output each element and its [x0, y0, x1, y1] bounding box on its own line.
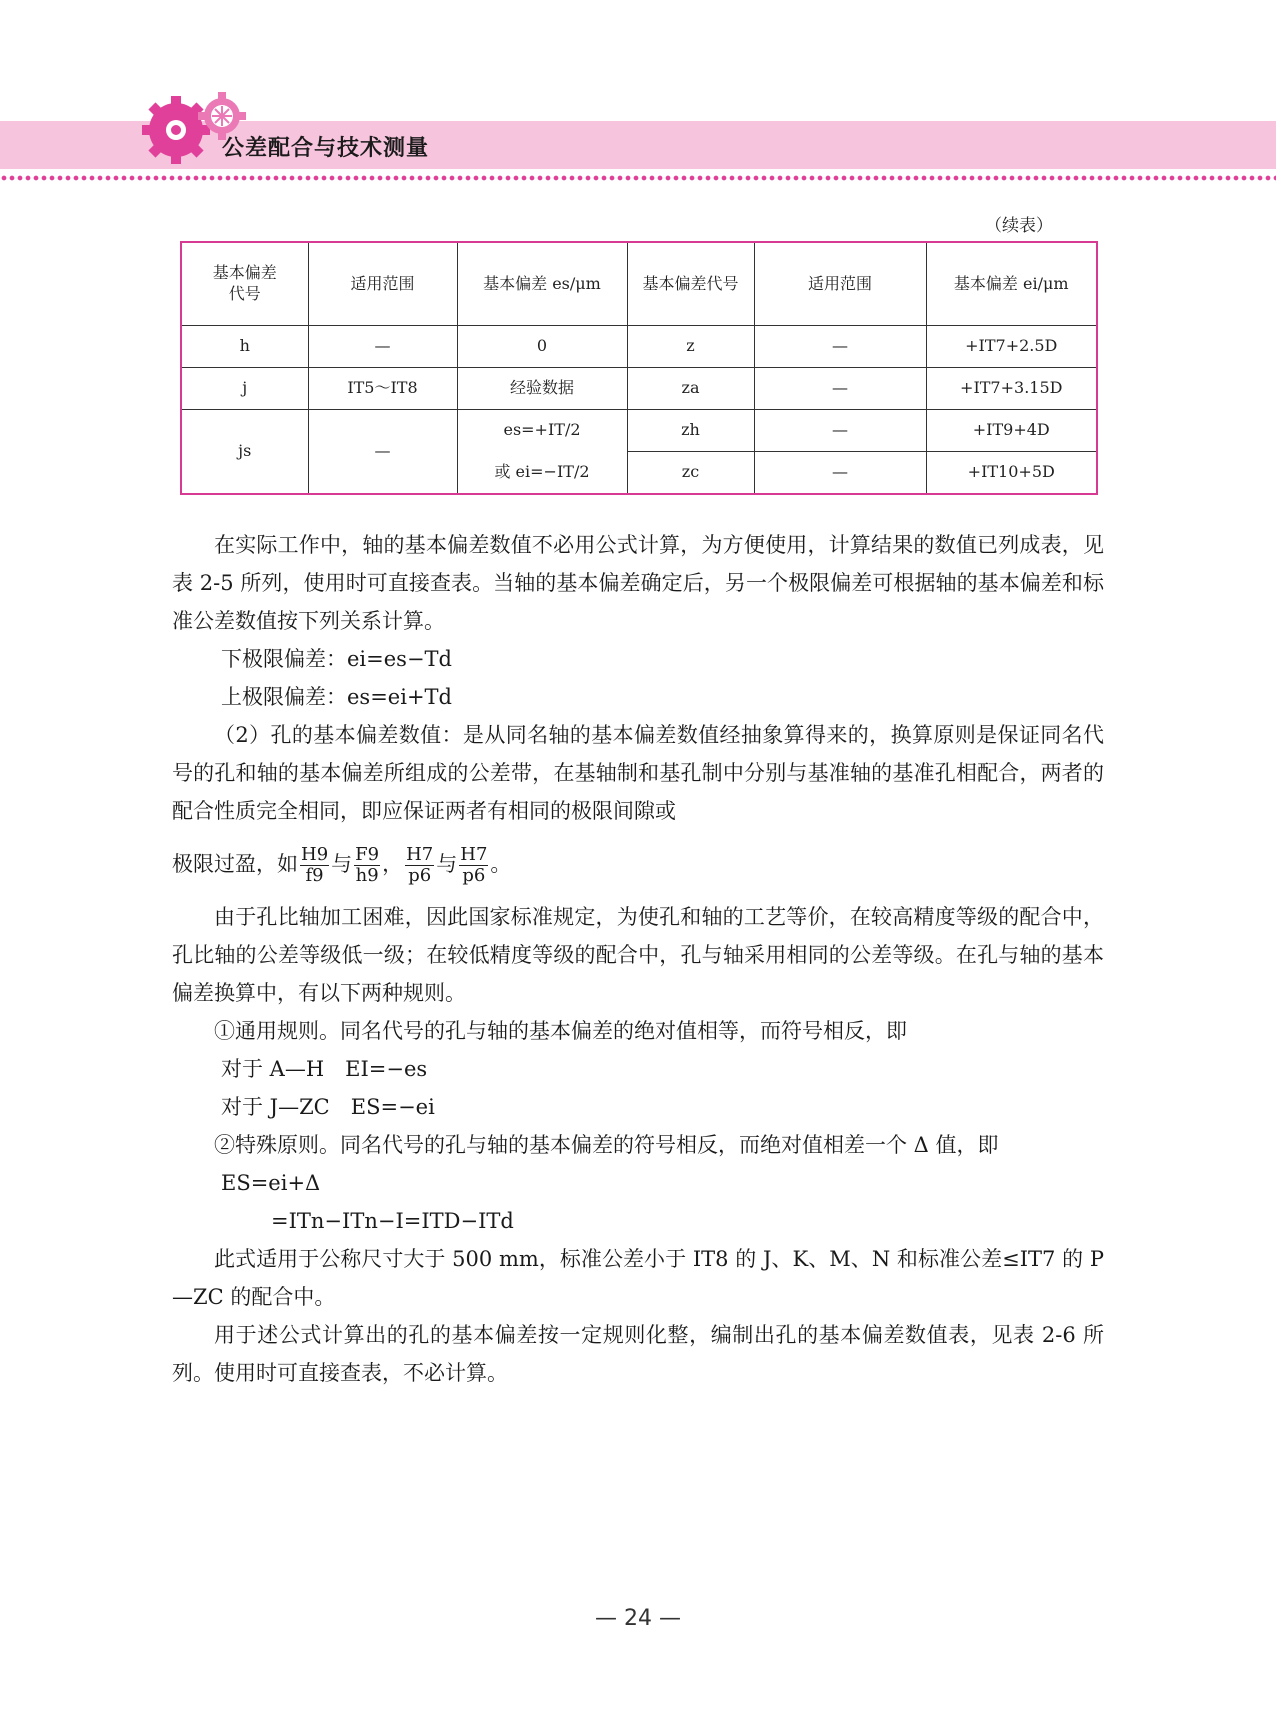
rule-line: 对于 J—ZC ES=−ei: [221, 1095, 435, 1119]
fit-examples-line: [172, 836, 1104, 892]
table-cell: 0: [457, 326, 627, 368]
table-header-cell: 基本偏差 ei/μm: [926, 242, 1097, 326]
header-dotted-rule: [0, 174, 1276, 182]
table-cell: —: [308, 410, 457, 495]
table-cell: +IT7+2.5D: [926, 326, 1097, 368]
table-header-cell: 基本偏差代号: [181, 242, 308, 326]
table-cell: js: [181, 410, 308, 495]
conjunction: 与: [436, 852, 458, 876]
table-cell: —: [754, 410, 926, 452]
body-text-upper: [172, 526, 1104, 830]
table-cell: zc: [627, 452, 754, 495]
table-cell: +IT9+4D: [926, 410, 1097, 452]
fraction: $\frac{H7}{p6}$: [460, 844, 488, 886]
rule-line: 对于 A—H EI=−es: [221, 1057, 428, 1081]
paragraph: （2）孔的基本偏差数值：是从同名轴的基本偏差数值经抽象算得来的，换算原则是保证同名代号的孔和轴的基本偏差所组成的公差带，在基轴制和基孔制中分别与基准轴的基准孔相配合，两者的配合性质完全相同，即应保证两者有相同的极限间隙或: [172, 723, 1104, 823]
table-cell: j: [181, 368, 308, 410]
fraction: $\frac{F9}{h9}$: [355, 844, 380, 886]
header-title: 公差配合与技术测量: [222, 136, 430, 161]
table-cell: —: [754, 368, 926, 410]
paragraph: 由于孔比轴加工困难，因此国家标准规定，为使孔和轴的工艺等价，在较高精度等级的配合中，孔比轴的公差等级低一级；在较低精度等级的配合中，孔与轴采用相同的公差等级。在孔与轴的基本偏差换算中，有以下两种规则。: [172, 905, 1104, 1005]
equation: 下极限偏差：ei=es−Td: [221, 647, 452, 671]
table-header-cell: 适用范围: [308, 242, 457, 326]
table-row: [181, 368, 1097, 410]
table-cell: IT5～IT8: [308, 368, 457, 410]
paragraph: ②特殊原则。同名代号的孔与轴的基本偏差的符号相反，而绝对值相差一个 Δ 值，即: [214, 1133, 999, 1157]
table-cell: —: [754, 326, 926, 368]
table-cell: +IT10+5D: [926, 452, 1097, 495]
table-cell: —: [308, 326, 457, 368]
full-stop: 。: [490, 852, 512, 876]
table-cell: +IT7+3.15D: [926, 368, 1097, 410]
table-header-cell: 基本偏差代号: [627, 242, 754, 326]
equation: ES=ei+Δ: [221, 1171, 321, 1195]
body-text-lower: [172, 898, 1104, 1392]
table-cell: za: [627, 368, 754, 410]
table-cell: es=+IT/2: [457, 410, 627, 452]
page-number: — 24 —: [595, 1606, 681, 1631]
paragraph: 用于述公式计算出的孔的基本偏差按一定规则化整，编制出孔的基本偏差数值表，见表 2-6 所列。使用时可直接查表，不必计算。: [172, 1323, 1104, 1385]
paragraph-fragment: 极限过盈，如: [172, 852, 298, 876]
paragraph: 此式适用于公称尺寸大于 500 mm，标准公差小于 IT8 的 J、K、M、N 和标准公差≤IT7 的 P—ZC 的配合中。: [172, 1247, 1104, 1309]
equation: 上极限偏差：es=ei+Td: [221, 685, 452, 709]
table-row: [181, 326, 1097, 368]
table-cell: 或 ei=−IT/2: [457, 452, 627, 495]
table-header-row: [181, 242, 1097, 326]
separator: ，: [382, 852, 404, 876]
table-header-cell: 适用范围: [754, 242, 926, 326]
fraction: $\frac{H7}{p6}$: [406, 844, 434, 886]
table-cell: zh: [627, 410, 754, 452]
paragraph: ①通用规则。同名代号的孔与轴的基本偏差的绝对值相等，而符号相反，即: [214, 1019, 907, 1043]
fraction: $\frac{H9}{f9}$: [301, 844, 329, 886]
table-continued-label: （续表）: [985, 216, 1053, 236]
table-header-cell: 基本偏差 es/μm: [457, 242, 627, 326]
paragraph: 在实际工作中，轴的基本偏差数值不必用公式计算，为方便使用，计算结果的数值已列成表，见表 2-5 所列，使用时可直接查表。当轴的基本偏差确定后，另一个极限偏差可根据轴的基本偏差和标准公差数值按下列关系计算。: [172, 533, 1104, 633]
table-cell: z: [627, 326, 754, 368]
table-cell: 经验数据: [457, 368, 627, 410]
equation: =ITn−ITn−I=ITD−ITd: [271, 1209, 514, 1233]
table-cell: h: [181, 326, 308, 368]
table-row: [181, 410, 1097, 452]
deviation-table: [180, 241, 1098, 495]
table-cell: —: [754, 452, 926, 495]
conjunction: 与: [331, 852, 353, 876]
